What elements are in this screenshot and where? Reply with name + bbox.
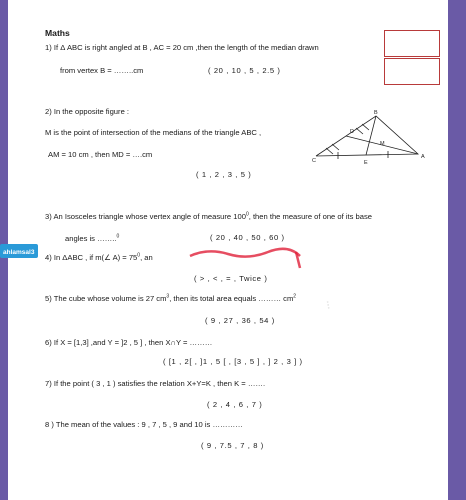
watermark: ⋯ bbox=[322, 299, 335, 312]
question-2-choices: ( 1 , 2 , 3 , 5 ) bbox=[196, 170, 252, 179]
question-8-text: 8 ) The mean of the values : 9 , 7 , 5 , 9 and 10 is ………… bbox=[45, 420, 243, 429]
question-4-text: 4) In ΔABC , if m(∠ $A) = 75^0$, an bbox=[45, 252, 153, 262]
question-2-text-3: AM = 10 cm , then MD = ….cm bbox=[48, 150, 153, 159]
red-scribble-mark bbox=[188, 246, 308, 270]
grade-box-top bbox=[384, 30, 440, 57]
logo-text: ahlamsal3 bbox=[3, 249, 35, 256]
page-title: Maths bbox=[45, 28, 70, 38]
question-1-text-2: from vertex B = ……..cm bbox=[60, 66, 144, 75]
question-5-text: 5) The cube whose volume is 27 $cm^3$, then its total area equals ……… $cm^2$ bbox=[45, 293, 297, 303]
question-1-choices: ( 20 , 10 , 5 , 2.5 ) bbox=[208, 66, 281, 75]
question-3-choices: ( 20 , 40 , 50 , 60 ) bbox=[210, 233, 285, 242]
figure-label-m: M bbox=[380, 141, 385, 147]
ahlamsal3-logo bbox=[0, 244, 38, 258]
question-2-text-2: M is the point of intersection of the medians of the triangle ABC , bbox=[45, 128, 262, 137]
question-6-choices: ( [1 , 2[ , ]1 , 5 [ , [3 , 5 ] , ] 2 , 3 ] ) bbox=[163, 357, 303, 366]
question-3-text: 3) An Isosceles triangle whose vertex angle of measure $100^0$, then the measure of one of its base bbox=[45, 211, 372, 221]
question-6-text: 6) If X = [1,3] ,and Y = ]2 , 5 ] , then X∩Y = ……… bbox=[45, 338, 213, 347]
figure-label-e: E bbox=[364, 160, 368, 166]
figure-label-c: C bbox=[312, 158, 316, 164]
triangle-figure bbox=[308, 108, 438, 170]
grade-box-bottom bbox=[384, 58, 440, 85]
question-8-choices: ( 9 , 7.5 , 7 , 8 ) bbox=[201, 441, 264, 450]
question-2-text: 2) In the opposite figure : bbox=[45, 107, 130, 116]
figure-label-a: A bbox=[421, 154, 425, 160]
figure-label-b: B bbox=[374, 110, 378, 116]
worksheet-page bbox=[8, 0, 448, 500]
question-5-choices: ( 9 , 27 , 36 , 54 ) bbox=[205, 316, 275, 325]
question-3-text-2: angles is ……..$^0$ bbox=[65, 233, 120, 243]
question-7-choices: ( 2 , 4 , 6 , 7 ) bbox=[207, 400, 263, 409]
figure-label-d: D bbox=[350, 129, 354, 135]
question-1-text: 1) If Δ ABC is right angled at B , AC = 20 cm ,then the length of the median drawn bbox=[45, 43, 319, 52]
question-7-text: 7) If the point ( 3 , 1 ) satisfies the relation X+Y=K , then K = ……. bbox=[45, 379, 266, 388]
question-4-choices: ( > , < , = , Twice ) bbox=[194, 274, 268, 283]
